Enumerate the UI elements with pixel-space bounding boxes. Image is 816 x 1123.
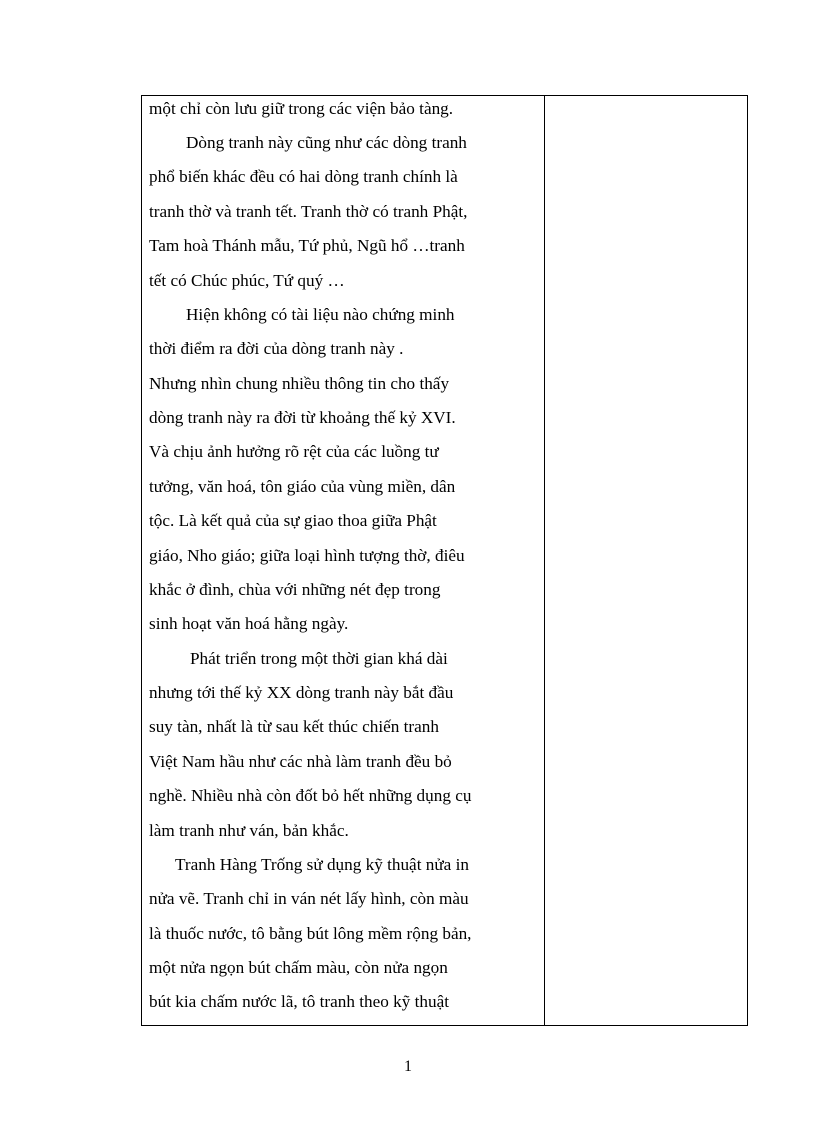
text-line: phổ biến khác đều có hai dòng tranh chính là [149,167,458,186]
text-line: nửa vẽ. Tranh chỉ in ván nét lấy hình, còn màu [149,889,469,908]
text-line: thời điểm ra đời của dòng tranh này . [149,339,404,358]
text-line: Việt Nam hầu như các nhà làm tranh đều bỏ [149,752,452,771]
text-line: Tam hoà Thánh mẫu, Tứ phủ, Ngũ hổ …tranh [149,236,465,255]
text-line: Phát triển trong một thời gian khá dài [190,649,448,668]
text-line: tết có Chúc phúc, Tứ quý … [149,271,345,290]
page-number: 1 [404,1058,412,1075]
text-line: dòng tranh này ra đời từ khoảng thế kỷ XVI. [149,408,456,427]
text-line: bút kia chấm nước lã, tô tranh theo kỹ thuật [149,992,450,1011]
content-table [141,95,748,1026]
text-line: Và chịu ảnh hưởng rõ rệt của các luồng tư [149,442,439,461]
text-line: nghề. Nhiều nhà còn đốt bỏ hết những dụng cụ [149,786,472,805]
text-line: khắc ở đình, chùa với những nét đẹp trong [149,580,441,599]
text-line: Nhưng nhìn chung nhiều thông tin cho thấy [149,374,450,393]
column-divider [544,96,545,1025]
text-line: tộc. Là kết quả của sự giao thoa giữa Phật [149,511,437,530]
text-line: là thuốc nước, tô bằng bút lông mềm rộng bản, [149,924,472,943]
text-line: tranh thờ và tranh tết. Tranh thờ có tranh Phật, [149,202,468,221]
text-line: giáo, Nho giáo; giữa loại hình tượng thờ, điêu [149,546,465,565]
text-line: suy tàn, nhất là từ sau kết thúc chiến tranh [149,717,439,736]
text-line: Tranh Hàng Trống sử dụng kỹ thuật nửa in [175,855,469,874]
text-line: sinh hoạt văn hoá hằng ngày. [149,614,349,633]
text-line: làm tranh như ván, bản khắc. [149,821,349,840]
text-line: Dòng tranh này cũng như các dòng tranh [186,133,467,152]
text-line: một chỉ còn lưu giữ trong các viện bảo tàng. [149,99,454,118]
text-line: nhưng tới thế kỷ XX dòng tranh này bắt đầu [149,683,454,702]
text-line: Hiện không có tài liệu nào chứng minh [186,305,455,324]
text-line: một nửa ngọn bút chấm màu, còn nửa ngọn [149,958,448,977]
text-line: tưởng, văn hoá, tôn giáo của vùng miền, dân [149,477,456,496]
